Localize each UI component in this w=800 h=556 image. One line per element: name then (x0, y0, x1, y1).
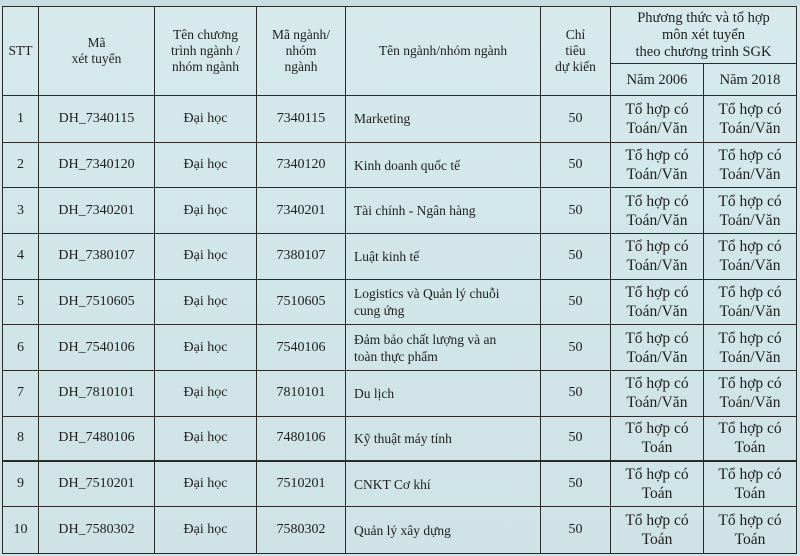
cell-to-hop-2018-line: Tổ hợp có (718, 284, 782, 302)
cell-chi-tieu: 50 (541, 507, 611, 554)
cell-to-hop-2018 (704, 188, 797, 234)
cell-chuong-trinh: Đại học (155, 416, 257, 461)
cell-to-hop-2018 (704, 96, 797, 143)
header-ten-nganh: Tên ngành/nhóm ngành (346, 7, 541, 96)
header-phuong-thuc-line-1: Phương thức và tổ hợp (637, 9, 770, 26)
cell-ma-nganh: 7510605 (257, 279, 346, 325)
cell-chuong-trinh: Đại học (155, 142, 257, 188)
cell-to-hop-2006-line: Tổ hợp có (625, 284, 689, 302)
cell-ten-nganh (346, 234, 541, 280)
cell-to-hop-2018-line: Tổ hợp có (718, 192, 782, 210)
cell-to-hop-2006 (611, 188, 704, 234)
cell-ten-nganh-line: Logistics và Quản lý chuỗi (354, 286, 500, 302)
cell-to-hop-2006 (611, 416, 704, 461)
cell-stt: 5 (3, 279, 39, 325)
cell-stt: 4 (3, 234, 39, 280)
cell-ten-nganh-line: Đảm bảo chất lượng và an (354, 331, 497, 347)
table-row (3, 188, 797, 234)
cell-chuong-trinh: Đại học (155, 507, 257, 554)
cell-ten-nganh-line: Kỹ thuật máy tính (354, 430, 452, 446)
cell-ten-nganh-line: Quản lý xây dựng (354, 522, 451, 538)
cell-to-hop-2006-line: Tổ hợp có (625, 100, 689, 118)
cell-ten-nganh-line: cung ứng (354, 303, 405, 319)
cell-ten-nganh (346, 279, 541, 325)
header-stt: STT (3, 7, 39, 96)
cell-ma-nganh: 7510201 (257, 461, 346, 507)
cell-ten-nganh-line: CNKT Cơ khí (354, 476, 431, 492)
cell-chuong-trinh: Đại học (155, 188, 257, 234)
cell-chuong-trinh: Đại học (155, 279, 257, 325)
cell-ten-nganh (346, 416, 541, 461)
cell-to-hop-2006-line: Tổ hợp có (625, 238, 689, 256)
cell-to-hop-2018-line: Toán/Văn (719, 119, 781, 137)
cell-to-hop-2018 (704, 371, 797, 417)
header-ten-chuong-trinh-line-2: trình ngành / (171, 43, 240, 58)
header-chi-tieu-line-2: tiêu (565, 43, 586, 58)
cell-to-hop-2018-line: Tổ hợp có (718, 420, 782, 438)
header-ma-nganh (257, 7, 346, 96)
cell-chuong-trinh: Đại học (155, 234, 257, 280)
cell-chuong-trinh: Đại học (155, 371, 257, 417)
cell-ma-xet-tuyen: DH_7340115 (39, 96, 155, 143)
cell-stt: 1 (3, 96, 39, 143)
table-row (3, 371, 797, 417)
cell-to-hop-2006 (611, 96, 704, 143)
cell-chi-tieu: 50 (541, 461, 611, 507)
header-chi-tieu-line-3: dự kiến (555, 59, 596, 74)
cell-ma-nganh: 7380107 (257, 234, 346, 280)
cell-to-hop-2018 (704, 325, 797, 371)
cell-chi-tieu: 50 (541, 325, 611, 371)
cell-to-hop-2018-line: Toán/Văn (719, 211, 781, 229)
cell-to-hop-2006-line: Toán/Văn (626, 211, 688, 229)
cell-stt: 2 (3, 142, 39, 188)
cell-to-hop-2018-line: Toán/Văn (719, 394, 781, 412)
cell-to-hop-2006-line: Tổ hợp có (625, 466, 689, 484)
cell-ten-nganh-line: Tài chính - Ngân hàng (354, 203, 476, 219)
cell-to-hop-2018 (704, 142, 797, 188)
cell-stt: 6 (3, 325, 39, 371)
cell-to-hop-2018-line: Tổ hợp có (718, 375, 782, 393)
cell-ten-nganh (346, 325, 541, 371)
header-chi-tieu-line-1: Chỉ (565, 27, 586, 42)
cell-ma-xet-tuyen: DH_7810101 (39, 371, 155, 417)
header-ten-chuong-trinh-line-3: nhóm ngành (171, 59, 240, 74)
cell-to-hop-2006-line: Toán/Văn (626, 119, 688, 137)
cell-to-hop-2006-line: Tổ hợp có (625, 420, 689, 438)
cell-ten-nganh-line: Luật kinh tế (354, 248, 420, 264)
cell-to-hop-2006-line: Toán/Văn (626, 303, 688, 321)
cell-chi-tieu: 50 (541, 234, 611, 280)
header-ten-chuong-trinh (155, 7, 257, 96)
cell-to-hop-2018-line: Toán (734, 531, 766, 549)
cell-chi-tieu: 50 (541, 188, 611, 234)
cell-ten-nganh (346, 142, 541, 188)
cell-ma-xet-tuyen: DH_7340120 (39, 142, 155, 188)
cell-to-hop-2006-line: Toán/Văn (626, 257, 688, 275)
header-ma-nganh-line-3: ngành (284, 59, 318, 74)
cell-chi-tieu: 50 (541, 279, 611, 325)
header-phuong-thuc-line-3: theo chương trình SGK (635, 43, 772, 60)
cell-chi-tieu: 50 (541, 96, 611, 143)
cell-to-hop-2018-line: Toán (734, 485, 766, 503)
cell-to-hop-2018-line: Toán/Văn (719, 257, 781, 275)
cell-ma-nganh: 7540106 (257, 325, 346, 371)
table-row (3, 507, 797, 554)
cell-ma-nganh: 7340115 (257, 96, 346, 143)
cell-to-hop-2006-line: Toán/Văn (626, 348, 688, 366)
cell-to-hop-2006-line: Toán/Văn (626, 394, 688, 412)
cell-ten-nganh-line: Marketing (354, 111, 411, 127)
cell-ten-nganh (346, 507, 541, 554)
header-nam-2006: Năm 2006 (611, 64, 704, 96)
header-ma-xet-tuyen-line-2: xét tuyển (71, 51, 122, 66)
table-row (3, 416, 797, 461)
cell-to-hop-2006-line: Toán (641, 531, 673, 549)
cell-to-hop-2006-line: Toán (641, 439, 673, 457)
cell-ten-nganh (346, 461, 541, 507)
header-ma-xet-tuyen (39, 7, 155, 96)
cell-chi-tieu: 50 (541, 142, 611, 188)
cell-ma-nganh: 7340201 (257, 188, 346, 234)
cell-ma-nganh: 7580302 (257, 507, 346, 554)
cell-chuong-trinh: Đại học (155, 461, 257, 507)
cell-to-hop-2006 (611, 142, 704, 188)
header-ma-xet-tuyen-line-1: Mã (87, 35, 106, 50)
table-row (3, 279, 797, 325)
cell-to-hop-2018 (704, 279, 797, 325)
cell-to-hop-2006-line: Tổ hợp có (625, 329, 689, 347)
cell-chuong-trinh: Đại học (155, 96, 257, 143)
cell-to-hop-2006 (611, 279, 704, 325)
cell-stt: 7 (3, 371, 39, 417)
cell-to-hop-2006-line: Tổ hợp có (625, 512, 689, 530)
cell-ma-xet-tuyen: DH_7380107 (39, 234, 155, 280)
cell-to-hop-2006-line: Tổ hợp có (625, 375, 689, 393)
header-phuong-thuc (611, 7, 797, 64)
cell-to-hop-2018-line: Tổ hợp có (718, 238, 782, 256)
cell-ma-nganh: 7810101 (257, 371, 346, 417)
cell-ten-nganh (346, 371, 541, 417)
header-chi-tieu (541, 7, 611, 96)
cell-to-hop-2018 (704, 461, 797, 507)
cell-to-hop-2018 (704, 416, 797, 461)
cell-chi-tieu: 50 (541, 371, 611, 417)
cell-to-hop-2006-line: Toán (641, 485, 673, 503)
cell-to-hop-2018-line: Tổ hợp có (718, 329, 782, 347)
cell-ma-xet-tuyen: DH_7340201 (39, 188, 155, 234)
cell-ma-xet-tuyen: DH_7510605 (39, 279, 155, 325)
admission-table (2, 6, 797, 554)
cell-ten-nganh-line: toàn thực phẩm (354, 348, 438, 364)
cell-ten-nganh-line: Kinh doanh quốc tế (354, 157, 461, 173)
cell-to-hop-2018-line: Tổ hợp có (718, 466, 782, 484)
cell-to-hop-2018-line: Tổ hợp có (718, 512, 782, 530)
cell-ma-xet-tuyen: DH_7580302 (39, 507, 155, 554)
cell-to-hop-2006 (611, 325, 704, 371)
cell-stt: 8 (3, 416, 39, 461)
cell-chi-tieu: 50 (541, 416, 611, 461)
cell-ten-nganh (346, 188, 541, 234)
header-phuong-thuc-line-2: môn xét tuyển (662, 26, 745, 43)
cell-ma-nganh: 7480106 (257, 416, 346, 461)
header-ten-chuong-trinh-line-1: Tên chương (172, 27, 239, 42)
cell-to-hop-2006 (611, 461, 704, 507)
cell-to-hop-2018-line: Tổ hợp có (718, 147, 782, 165)
cell-stt: 3 (3, 188, 39, 234)
cell-ten-nganh-line: Du lịch (354, 385, 395, 401)
header-ma-nganh-line-1: Mã ngành/ (271, 27, 331, 42)
table-row (3, 234, 797, 280)
cell-ma-xet-tuyen: DH_7540106 (39, 325, 155, 371)
cell-to-hop-2018-line: Toán/Văn (719, 303, 781, 321)
cell-stt: 10 (3, 507, 39, 554)
cell-to-hop-2018-line: Toán (734, 439, 766, 457)
header-ma-nganh-line-2: nhóm (285, 43, 317, 58)
cell-to-hop-2006-line: Tổ hợp có (625, 192, 689, 210)
cell-to-hop-2006 (611, 507, 704, 554)
cell-to-hop-2006-line: Toán/Văn (626, 166, 688, 184)
cell-ma-nganh: 7340120 (257, 142, 346, 188)
cell-to-hop-2018 (704, 507, 797, 554)
table-body (3, 96, 797, 554)
cell-ma-xet-tuyen: DH_7510201 (39, 461, 155, 507)
cell-to-hop-2018-line: Tổ hợp có (718, 100, 782, 118)
cell-to-hop-2006-line: Tổ hợp có (625, 147, 689, 165)
table-row (3, 142, 797, 188)
cell-chuong-trinh: Đại học (155, 325, 257, 371)
header-nam-2018: Năm 2018 (704, 64, 797, 96)
table-row (3, 461, 797, 507)
table-row (3, 325, 797, 371)
table-row (3, 96, 797, 143)
cell-to-hop-2018-line: Toán/Văn (719, 348, 781, 366)
cell-to-hop-2006 (611, 234, 704, 280)
cell-to-hop-2006 (611, 371, 704, 417)
header-row-top (3, 7, 797, 64)
cell-to-hop-2018 (704, 234, 797, 280)
cell-ten-nganh (346, 96, 541, 143)
cell-ma-xet-tuyen: DH_7480106 (39, 416, 155, 461)
cell-to-hop-2018-line: Toán/Văn (719, 166, 781, 184)
cell-stt: 9 (3, 461, 39, 507)
